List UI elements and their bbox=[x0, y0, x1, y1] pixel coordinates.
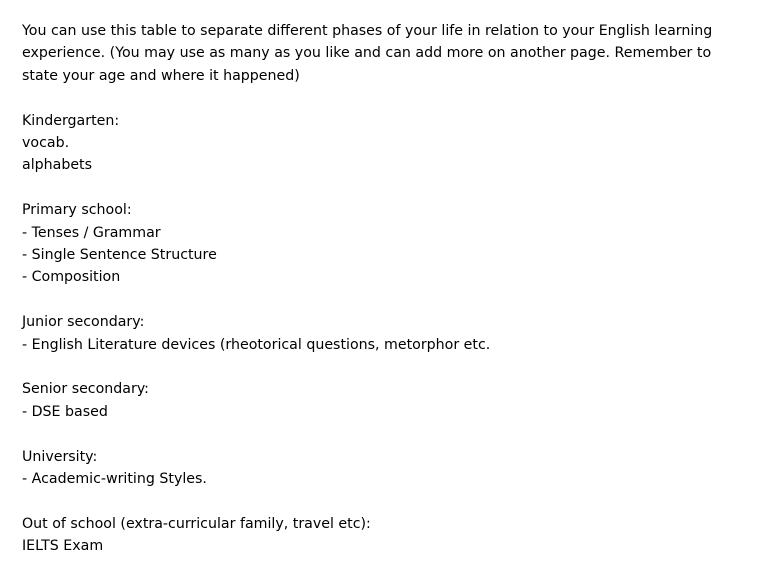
section-primary-school bbox=[22, 199, 752, 289]
section-heading: Out of school (extra-curricular family, travel etc): bbox=[22, 515, 371, 532]
section-line: - Academic-writing Styles. bbox=[22, 471, 207, 488]
section-university bbox=[22, 446, 752, 491]
section-line: IELTS Exam bbox=[22, 538, 104, 555]
intro-paragraph: You can use this table to separate different phases of your life in relation to your English learning experience. (You may use as many as you like and can add more on another page. Remember to state your age and where it happened) bbox=[22, 23, 713, 84]
section-kindergarten bbox=[22, 110, 752, 177]
section-line: - Composition bbox=[22, 269, 121, 286]
section-heading: Senior secondary: bbox=[22, 381, 149, 398]
section-line: - Tenses / Grammar bbox=[22, 224, 161, 241]
section-line: - Single Sentence Structure bbox=[22, 247, 217, 264]
section-heading: Junior secondary: bbox=[22, 314, 145, 331]
section-senior-secondary bbox=[22, 378, 752, 423]
document-body bbox=[22, 20, 752, 558]
section-line: alphabets bbox=[22, 157, 93, 174]
section-out-of-school bbox=[22, 513, 752, 558]
section-heading: Kindergarten: bbox=[22, 112, 120, 129]
section-heading: Primary school: bbox=[22, 202, 132, 219]
section-line: - DSE based bbox=[22, 403, 108, 420]
section-line: - English Literature devices (rheotorical questions, metorphor etc. bbox=[22, 336, 491, 353]
section-heading: University: bbox=[22, 448, 98, 465]
section-line: vocab. bbox=[22, 135, 70, 152]
section-junior-secondary bbox=[22, 311, 752, 356]
